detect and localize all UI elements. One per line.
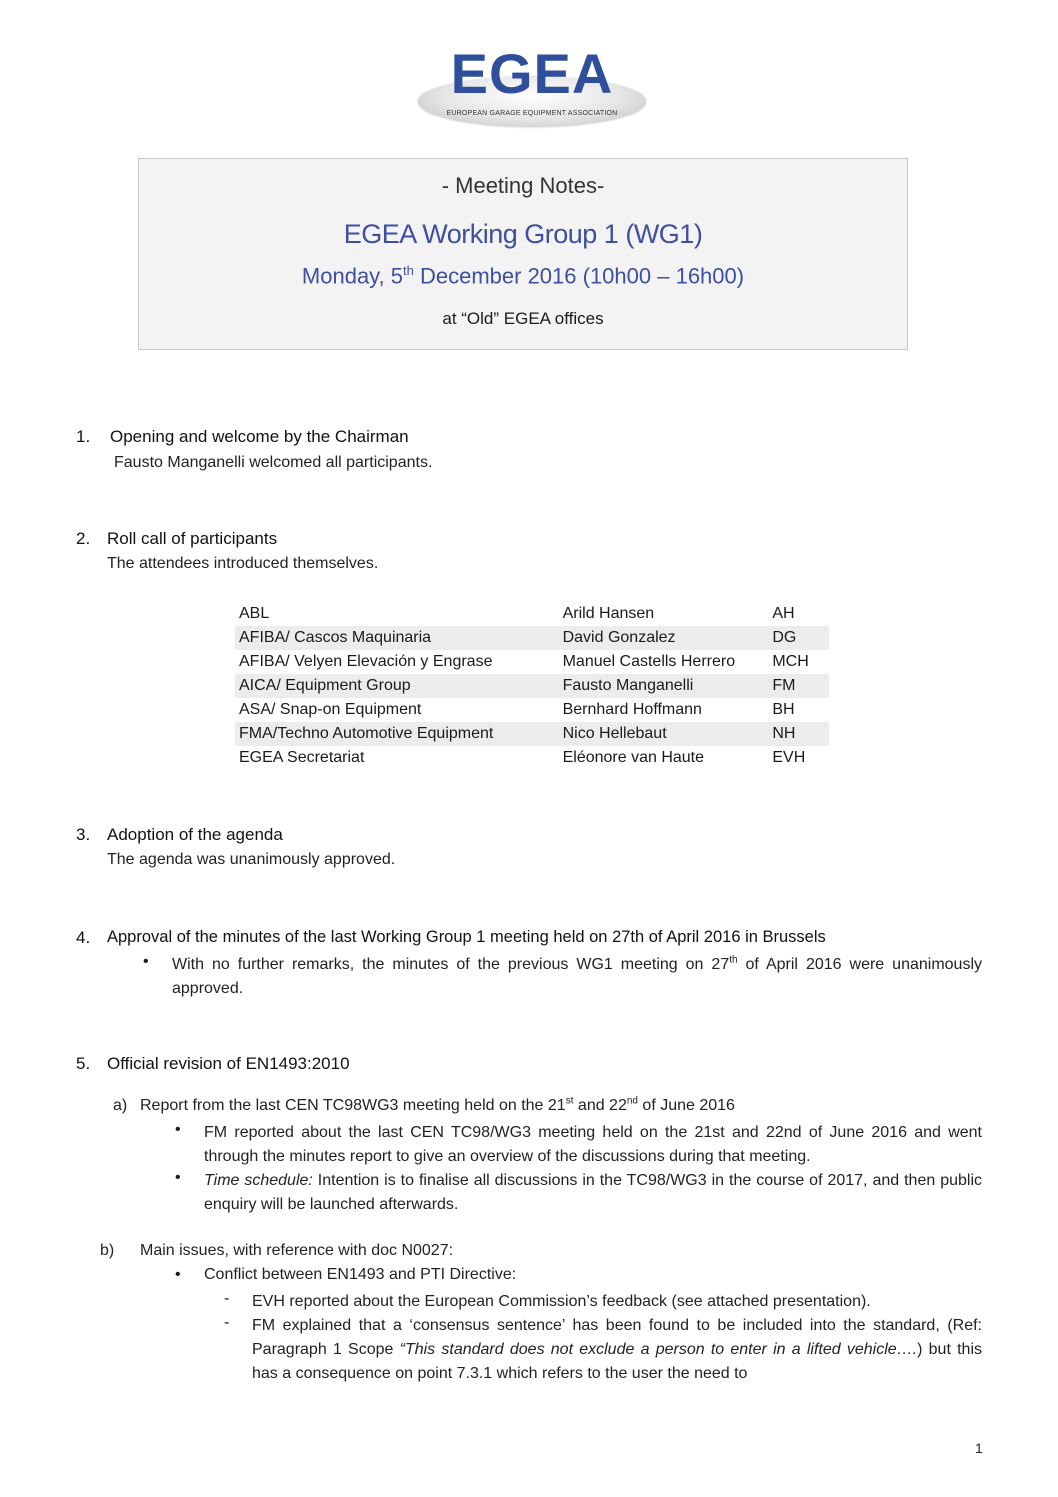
participant-code: EVH [772, 749, 806, 766]
section-5b-dash-1: EVH reported about the European Commission’s feedback (see attached presentation). [252, 1293, 871, 1310]
participant-code: DG [768, 626, 829, 650]
logo-subtitle: EUROPEAN GARAGE EQUIPMENT ASSOCIATION [446, 110, 618, 117]
section-5-number: 5. [76, 1054, 91, 1073]
dash-icon: - [224, 1290, 230, 1307]
participant-org: FMA/Techno Automotive Equipment [235, 722, 559, 746]
participant-name: Manuel Castells Herrero [562, 653, 736, 670]
participant-name: Eléonore van Haute [562, 749, 705, 766]
participant-org: ABL [239, 605, 270, 622]
table-row [235, 626, 829, 650]
meeting-date: Monday, 5th December 2016 (10h00 – 16h00) [301, 263, 745, 289]
section-4-bullet: With no further remarks, the minutes of the previous WG1 meeting on 27th of April 2016 were unanimously approved. [172, 954, 982, 997]
participant-org: EGEA Secretariat [239, 749, 365, 766]
table-row [235, 746, 829, 770]
section-5b-dash-2: FM explained that a ‘consensus sentence’ has been found to be included into the standard, (Ref: Paragraph 1 Scope “This standard does not exclude a person to enter in a lifted vehicle….) but this has a consequence on point 7.3.1 which refers to the user the need to [252, 1317, 983, 1382]
egea-logo [418, 42, 648, 126]
table-row [235, 698, 829, 722]
section-1-number: 1. [76, 427, 91, 446]
bullet-icon: • [175, 1121, 181, 1138]
section-3-number: 3. [76, 825, 91, 844]
participant-code: AH [772, 605, 795, 622]
section-5b-label: b) [100, 1242, 115, 1259]
section-5-title: Official revision of EN1493:2010 [107, 1054, 350, 1073]
participant-code: BH [772, 701, 795, 718]
table-row [235, 674, 829, 698]
section-3-title: Adoption of the agenda [107, 825, 283, 844]
section-5b-bullet: Conflict between EN1493 and PTI Directive: [204, 1266, 517, 1283]
section-3-text: The agenda was unanimously approved. [107, 851, 396, 868]
page-number: 1 [975, 1440, 983, 1456]
participant-org: AFIBA/ Cascos Maquinaria [235, 626, 559, 650]
section-4-number: 4. [76, 928, 91, 947]
participant-org: AFIBA/ Velyen Elevación y Engrase [239, 653, 493, 670]
bullet-icon: • [175, 1266, 181, 1283]
meeting-title: EGEA Working Group 1 (WG1) [343, 219, 703, 249]
participant-name: Bernhard Hoffmann [562, 701, 702, 718]
section-5a-label: a) [113, 1097, 128, 1114]
section-2-title: Roll call of participants [107, 529, 278, 548]
participant-name: David Gonzalez [559, 626, 769, 650]
section-4-title: Approval of the minutes of the last Working Group 1 meeting held on 27th of April 2016 in Brussels [107, 928, 826, 946]
section-2-number: 2. [76, 529, 91, 548]
bullet-icon: • [175, 1169, 181, 1186]
logo-text: EGEA [450, 42, 614, 105]
participant-name: Fausto Manganelli [559, 674, 769, 698]
dash-icon: - [224, 1314, 230, 1331]
bullet-icon: • [143, 953, 149, 970]
section-2-text: The attendees introduced themselves. [107, 555, 379, 572]
participant-org: ASA/ Snap-on Equipment [239, 701, 422, 718]
participant-code: FM [768, 674, 829, 698]
meeting-notes-label: - Meeting Notes- [441, 173, 605, 198]
section-5b-title: Main issues, with reference with doc N0027: [140, 1242, 454, 1259]
section-1-text: Fausto Manganelli welcomed all participants. [114, 454, 433, 471]
section-5a-title: Report from the last CEN TC98WG3 meeting held on the 21st and 22nd of June 2016 [140, 1095, 735, 1114]
meeting-location: at “Old” EGEA offices [442, 309, 604, 328]
section-5a-bullet-2: Time schedule: Intention is to finalise all discussions in the TC98/WG3 in the course of 2017, and then public enquiry will be launched afterwards. [204, 1172, 982, 1213]
participant-name: Arild Hansen [562, 605, 655, 622]
participant-code: MCH [772, 653, 809, 670]
participant-name: Nico Hellebaut [559, 722, 769, 746]
table-row [235, 602, 829, 626]
participant-code: NH [768, 722, 829, 746]
section-1-title: Opening and welcome by the Chairman [110, 427, 409, 446]
participants-table [235, 602, 829, 770]
table-row [235, 722, 829, 746]
table-row [235, 650, 829, 674]
participant-org: AICA/ Equipment Group [235, 674, 559, 698]
section-5a-bullet-1: FM reported about the last CEN TC98/WG3 meeting held on the 21st and 22nd of June 2016 and went through the minutes report to give an overview of the discussions during that meeting. [204, 1124, 982, 1165]
header-box [138, 158, 908, 350]
